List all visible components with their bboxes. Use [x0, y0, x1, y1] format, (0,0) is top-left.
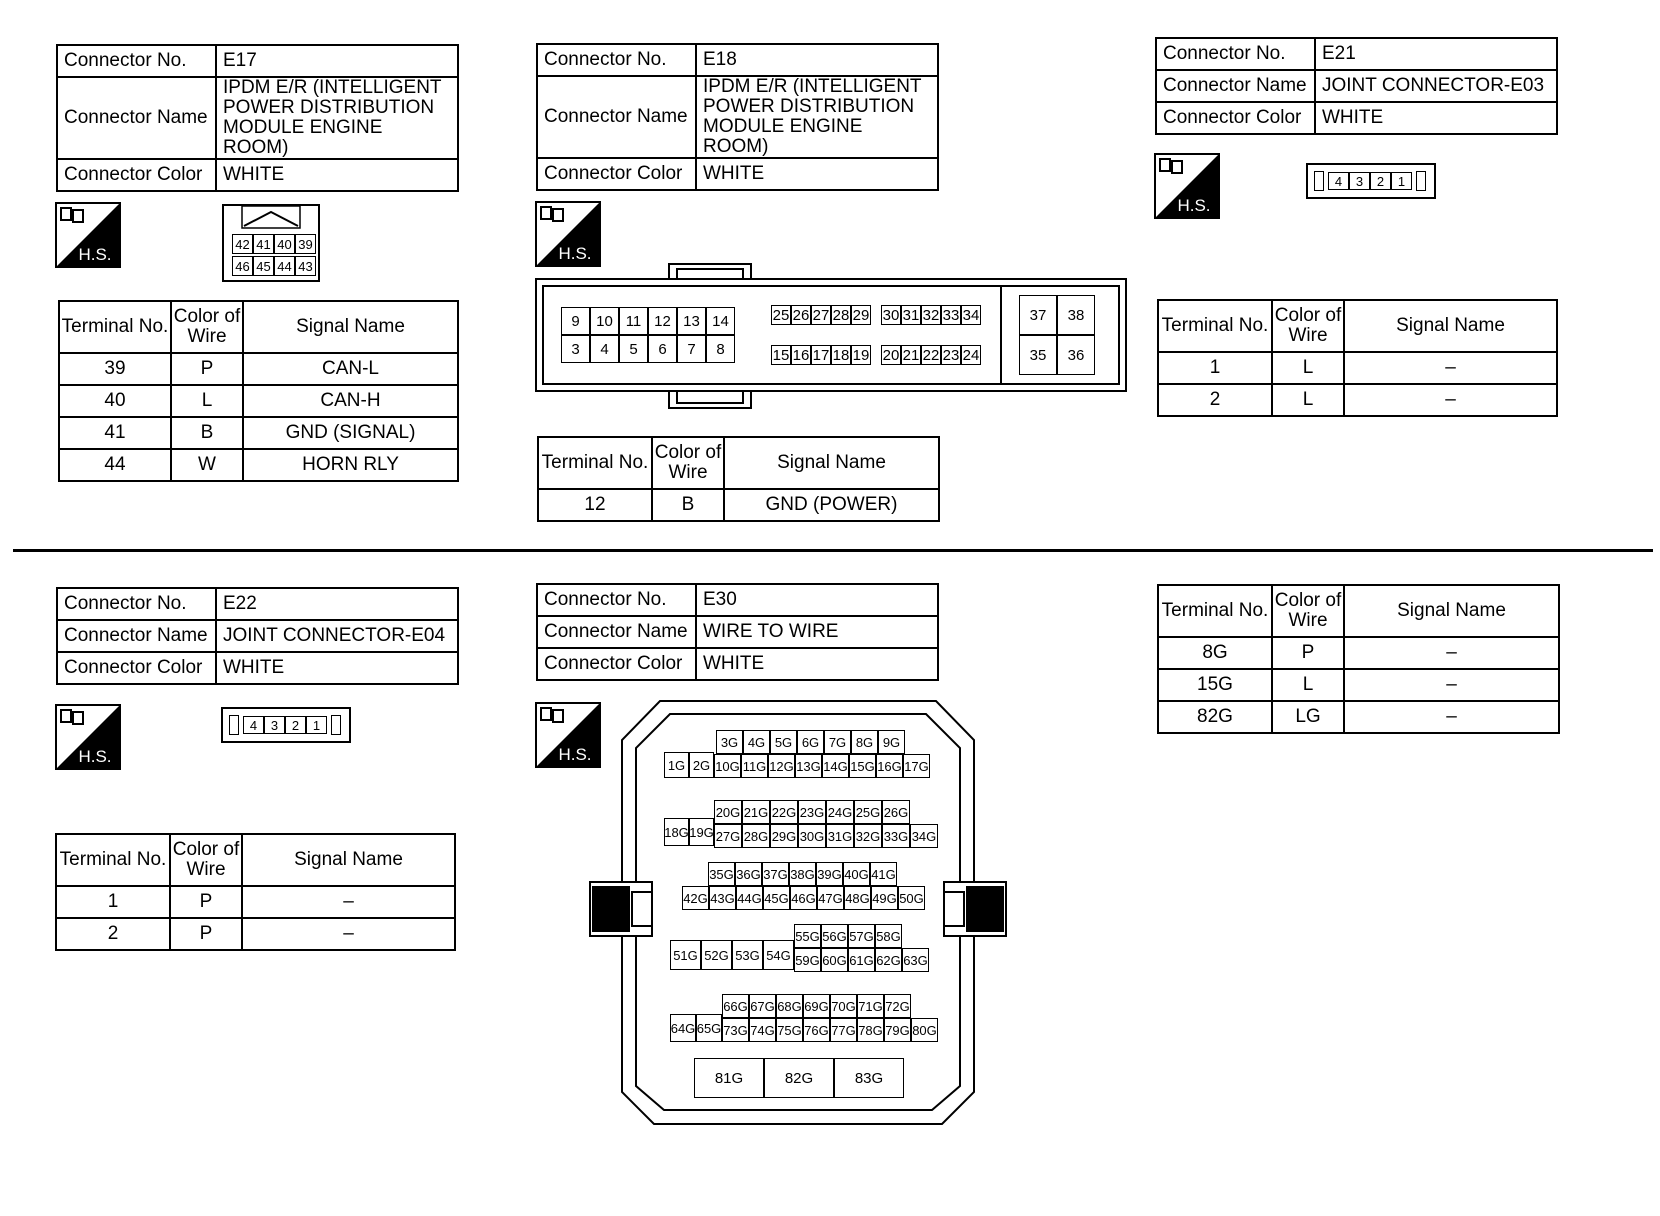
- harness-side-icon: [55, 704, 121, 770]
- pin-25G: 25G: [854, 800, 882, 824]
- connector-name-value: IPDM E/R (INTELLIGENT POWER DISTRIBUTION MODULE ENGINE ROOM): [216, 77, 458, 159]
- pin-83G: 83G: [834, 1058, 904, 1098]
- signal-cell: –: [1344, 352, 1557, 384]
- connector-color-label: Connector Color: [1156, 102, 1315, 134]
- pin-14: 14: [706, 307, 735, 335]
- pin-10: 10: [590, 307, 619, 335]
- connector-no-label: Connector No.: [57, 588, 216, 620]
- pin-3G: 3G: [716, 730, 743, 754]
- pin-49G: 49G: [871, 886, 898, 910]
- terminal-header: Terminal No.: [56, 834, 170, 886]
- pin-57G: 57G: [848, 924, 875, 948]
- signal-cell: –: [1344, 384, 1557, 416]
- harness-side-icon: [55, 202, 121, 268]
- connector-color-label: Connector Color: [537, 158, 696, 190]
- pin-1: 1: [1391, 172, 1412, 190]
- wire-color-header: Color of Wire: [1272, 300, 1344, 352]
- pin-30G: 30G: [798, 824, 826, 848]
- e30-connector-face: [580, 700, 1016, 1126]
- pin-2G: 2G: [689, 752, 714, 778]
- signal-cell: CAN-H: [243, 385, 458, 417]
- pin-64G: 64G: [670, 1014, 696, 1042]
- pin-44: 44: [274, 256, 295, 276]
- pin-65G: 65G: [696, 1014, 722, 1042]
- signal-cell: –: [1344, 701, 1559, 733]
- terminal-cell: 8G: [1158, 637, 1272, 669]
- pin-61G: 61G: [848, 948, 875, 972]
- e21-terminal-table: [1157, 299, 1558, 417]
- svg-text:H.S.: H.S.: [558, 745, 592, 764]
- pin-3: 3: [561, 335, 590, 363]
- connector-color-value: WHITE: [216, 159, 458, 191]
- connector-color-value: WHITE: [216, 652, 458, 684]
- pin-15: 15: [772, 346, 790, 364]
- pin-21: 21: [902, 346, 920, 364]
- pin-29G: 29G: [770, 824, 798, 848]
- pin-63G: 63G: [902, 948, 929, 972]
- pin-51G: 51G: [670, 940, 701, 970]
- pin-: [1314, 171, 1324, 191]
- pin-71G: 71G: [857, 994, 884, 1018]
- pin-21G: 21G: [742, 800, 770, 824]
- signal-cell: –: [1344, 669, 1559, 701]
- pin-16G: 16G: [876, 754, 903, 778]
- pin-82G: 82G: [764, 1058, 834, 1098]
- terminal-cell: 1: [56, 886, 170, 918]
- pin-15G: 15G: [849, 754, 876, 778]
- e21-info-table: [1155, 37, 1558, 135]
- connector-color-label: Connector Color: [57, 159, 216, 191]
- pin-38: 38: [1057, 295, 1095, 335]
- pin-1: 1: [306, 716, 327, 734]
- pin-12: 12: [648, 307, 677, 335]
- signal-header: Signal Name: [724, 437, 939, 489]
- pin-13G: 13G: [795, 754, 822, 778]
- connector-name-value: WIRE TO WIRE: [696, 616, 938, 648]
- pin-14G: 14G: [822, 754, 849, 778]
- pin-11G: 11G: [741, 754, 768, 778]
- pin-32G: 32G: [854, 824, 882, 848]
- pin-1G: 1G: [664, 752, 689, 778]
- connector-no-value: E21: [1315, 38, 1557, 70]
- pin-4: 4: [1328, 172, 1349, 190]
- terminal-cell: 40: [59, 385, 171, 417]
- signal-cell: –: [242, 918, 455, 950]
- pin-37: 37: [1019, 295, 1057, 335]
- pin-74G: 74G: [749, 1018, 776, 1042]
- signal-cell: CAN-L: [243, 353, 458, 385]
- wire-color-cell: L: [1272, 352, 1344, 384]
- terminal-header: Terminal No.: [538, 437, 652, 489]
- pin-81G: 81G: [694, 1058, 764, 1098]
- e18-connector-face: [535, 263, 1127, 409]
- signal-cell: –: [242, 886, 455, 918]
- pin-4: 4: [590, 335, 619, 363]
- signal-cell: GND (SIGNAL): [243, 417, 458, 449]
- pin-43: 43: [295, 256, 316, 276]
- pin-40: 40: [274, 234, 295, 254]
- pin-43G: 43G: [709, 886, 736, 910]
- signal-header: Signal Name: [1344, 300, 1557, 352]
- pin-8: 8: [706, 335, 735, 363]
- pin-72G: 72G: [884, 994, 911, 1018]
- e18-terminal-table: [537, 436, 940, 522]
- pin-7G: 7G: [824, 730, 851, 754]
- e17-terminal-table: [58, 300, 459, 482]
- pin-25: 25: [772, 306, 790, 324]
- wire-color-cell: B: [171, 417, 243, 449]
- svg-text:H.S.: H.S.: [558, 244, 592, 263]
- pin-17G: 17G: [903, 754, 930, 778]
- wire-color-cell: W: [171, 449, 243, 481]
- pin-33: 33: [942, 306, 960, 324]
- pin-4G: 4G: [743, 730, 770, 754]
- pin-10G: 10G: [714, 754, 741, 778]
- pin-39G: 39G: [816, 862, 843, 886]
- connector-color-value: WHITE: [1315, 102, 1557, 134]
- wire-color-cell: P: [170, 918, 242, 950]
- pin-73G: 73G: [722, 1018, 749, 1042]
- pin-75G: 75G: [776, 1018, 803, 1042]
- wire-color-cell: L: [171, 385, 243, 417]
- pin-: [229, 715, 239, 735]
- signal-header: Signal Name: [242, 834, 455, 886]
- pin-4: 4: [243, 716, 264, 734]
- connector-name-label: Connector Name: [57, 77, 216, 159]
- pin-11: 11: [619, 307, 648, 335]
- terminal-cell: 15G: [1158, 669, 1272, 701]
- pin-66G: 66G: [722, 994, 749, 1018]
- pin-53G: 53G: [732, 940, 763, 970]
- signal-header: Signal Name: [1344, 585, 1559, 637]
- pin-35: 35: [1019, 335, 1057, 375]
- e18-info-table: [536, 43, 939, 191]
- connector-no-label: Connector No.: [537, 584, 696, 616]
- wire-color-cell: P: [1272, 637, 1344, 669]
- pin-35G: 35G: [708, 862, 735, 886]
- connector-name-label: Connector Name: [1156, 70, 1315, 102]
- pin-32: 32: [922, 306, 940, 324]
- terminal-cell: 44: [59, 449, 171, 481]
- pin-2: 2: [1370, 172, 1391, 190]
- terminal-header: Terminal No.: [1158, 300, 1272, 352]
- pin-39: 39: [295, 234, 316, 254]
- pin-50G: 50G: [898, 886, 925, 910]
- pin-3: 3: [264, 716, 285, 734]
- harness-side-icon: [1154, 153, 1220, 219]
- pin-13: 13: [677, 307, 706, 335]
- wire-color-cell: L: [1272, 669, 1344, 701]
- pin-20: 20: [882, 346, 900, 364]
- connector-name-value: IPDM E/R (INTELLIGENT POWER DISTRIBUTION MODULE ENGINE ROOM): [696, 76, 938, 158]
- connector-name-label: Connector Name: [57, 620, 216, 652]
- wire-color-cell: P: [171, 353, 243, 385]
- signal-cell: GND (POWER): [724, 489, 939, 521]
- connector-name-value: JOINT CONNECTOR-E04: [216, 620, 458, 652]
- terminal-header: Terminal No.: [1158, 585, 1272, 637]
- connector-color-label: Connector Color: [57, 652, 216, 684]
- pin-41G: 41G: [870, 862, 897, 886]
- terminal-cell: 41: [59, 417, 171, 449]
- pin-22G: 22G: [770, 800, 798, 824]
- connector-name-label: Connector Name: [537, 76, 696, 158]
- terminal-cell: 39: [59, 353, 171, 385]
- pin-79G: 79G: [884, 1018, 911, 1042]
- pin-9G: 9G: [878, 730, 905, 754]
- pin-44G: 44G: [736, 886, 763, 910]
- terminal-cell: 2: [56, 918, 170, 950]
- wire-color-cell: L: [1272, 384, 1344, 416]
- pin-70G: 70G: [830, 994, 857, 1018]
- pin-62G: 62G: [875, 948, 902, 972]
- pin-27G: 27G: [714, 824, 742, 848]
- wire-color-header: Color of Wire: [652, 437, 724, 489]
- pin-2: 2: [285, 716, 306, 734]
- pin-22: 22: [922, 346, 940, 364]
- connector-no-value: E17: [216, 45, 458, 77]
- wire-color-cell: B: [652, 489, 724, 521]
- pin-45G: 45G: [763, 886, 790, 910]
- pin-27: 27: [812, 306, 830, 324]
- pin-34: 34: [962, 306, 980, 324]
- signal-cell: –: [1344, 637, 1559, 669]
- pin-60G: 60G: [821, 948, 848, 972]
- section-divider: [13, 549, 1653, 552]
- pin-69G: 69G: [803, 994, 830, 1018]
- pin-67G: 67G: [749, 994, 776, 1018]
- terminal-cell: 82G: [1158, 701, 1272, 733]
- svg-text:H.S.: H.S.: [78, 245, 112, 264]
- pin-5G: 5G: [770, 730, 797, 754]
- wire-color-cell: LG: [1272, 701, 1344, 733]
- pin-19: 19: [852, 346, 870, 364]
- pin-33G: 33G: [882, 824, 910, 848]
- connector-color-value: WHITE: [696, 648, 938, 680]
- signal-header: Signal Name: [243, 301, 458, 353]
- e17-info-table: [56, 44, 459, 192]
- terminal-cell: 12: [538, 489, 652, 521]
- pin-42G: 42G: [682, 886, 709, 910]
- pin-18G: 18G: [664, 818, 689, 846]
- pin-23: 23: [942, 346, 960, 364]
- pin-55G: 55G: [794, 924, 821, 948]
- pin-54G: 54G: [763, 940, 794, 970]
- pin-31G: 31G: [826, 824, 854, 848]
- wire-color-cell: P: [170, 886, 242, 918]
- pin-76G: 76G: [803, 1018, 830, 1042]
- terminal-cell: 2: [1158, 384, 1272, 416]
- pin-28: 28: [832, 306, 850, 324]
- connector-color-label: Connector Color: [537, 648, 696, 680]
- pin-36: 36: [1057, 335, 1095, 375]
- pin-8G: 8G: [851, 730, 878, 754]
- pin-59G: 59G: [794, 948, 821, 972]
- pin-3: 3: [1349, 172, 1370, 190]
- pin-26: 26: [792, 306, 810, 324]
- connector-name-value: JOINT CONNECTOR-E03: [1315, 70, 1557, 102]
- pin-18: 18: [832, 346, 850, 364]
- pin-38G: 38G: [789, 862, 816, 886]
- pin-: [331, 715, 341, 735]
- pin-78G: 78G: [857, 1018, 884, 1042]
- connector-no-value: E30: [696, 584, 938, 616]
- pin-42: 42: [232, 234, 253, 254]
- e22-info-table: [56, 587, 459, 685]
- pin-24: 24: [962, 346, 980, 364]
- pin-26G: 26G: [882, 800, 910, 824]
- pin-46: 46: [232, 256, 253, 276]
- connector-color-value: WHITE: [696, 158, 938, 190]
- wire-color-header: Color of Wire: [170, 834, 242, 886]
- connector-no-label: Connector No.: [537, 44, 696, 76]
- svg-text:H.S.: H.S.: [1177, 196, 1211, 215]
- pin-17: 17: [812, 346, 830, 364]
- connector-no-value: E22: [216, 588, 458, 620]
- e21-connector-face: [1306, 163, 1436, 199]
- pin-52G: 52G: [701, 940, 732, 970]
- pin-12G: 12G: [768, 754, 795, 778]
- wire-color-header: Color of Wire: [171, 301, 243, 353]
- wire-color-header: Color of Wire: [1272, 585, 1344, 637]
- connector-no-value: E18: [696, 44, 938, 76]
- svg-text:H.S.: H.S.: [78, 747, 112, 766]
- pin-7: 7: [677, 335, 706, 363]
- signal-cell: HORN RLY: [243, 449, 458, 481]
- pin-41: 41: [253, 234, 274, 254]
- pin-80G: 80G: [911, 1018, 938, 1042]
- pin-6: 6: [648, 335, 677, 363]
- terminal-cell: 1: [1158, 352, 1272, 384]
- pin-58G: 58G: [875, 924, 902, 948]
- pin-56G: 56G: [821, 924, 848, 948]
- pin-37G: 37G: [762, 862, 789, 886]
- harness-side-icon: [535, 201, 601, 267]
- pin-20G: 20G: [714, 800, 742, 824]
- pin-40G: 40G: [843, 862, 870, 886]
- pin-19G: 19G: [689, 818, 714, 846]
- pin-5: 5: [619, 335, 648, 363]
- e30-terminal-table: [1157, 584, 1560, 734]
- e17-connector-face: [222, 204, 320, 282]
- terminal-header: Terminal No.: [59, 301, 171, 353]
- connector-no-label: Connector No.: [1156, 38, 1315, 70]
- pin-31: 31: [902, 306, 920, 324]
- pin-9: 9: [561, 307, 590, 335]
- connector-no-label: Connector No.: [57, 45, 216, 77]
- e30-info-table: [536, 583, 939, 681]
- connector-name-label: Connector Name: [537, 616, 696, 648]
- pin-45: 45: [253, 256, 274, 276]
- pin-68G: 68G: [776, 994, 803, 1018]
- pin-29: 29: [852, 306, 870, 324]
- pin-23G: 23G: [798, 800, 826, 824]
- e22-connector-face: [221, 707, 351, 743]
- pin-28G: 28G: [742, 824, 770, 848]
- pin-48G: 48G: [844, 886, 871, 910]
- pin-47G: 47G: [817, 886, 844, 910]
- pin-36G: 36G: [735, 862, 762, 886]
- pin-6G: 6G: [797, 730, 824, 754]
- pin-34G: 34G: [910, 824, 938, 848]
- pin-: [1416, 171, 1426, 191]
- pin-77G: 77G: [830, 1018, 857, 1042]
- e22-terminal-table: [55, 833, 456, 951]
- pin-46G: 46G: [790, 886, 817, 910]
- pin-16: 16: [792, 346, 810, 364]
- pin-30: 30: [882, 306, 900, 324]
- pin-24G: 24G: [826, 800, 854, 824]
